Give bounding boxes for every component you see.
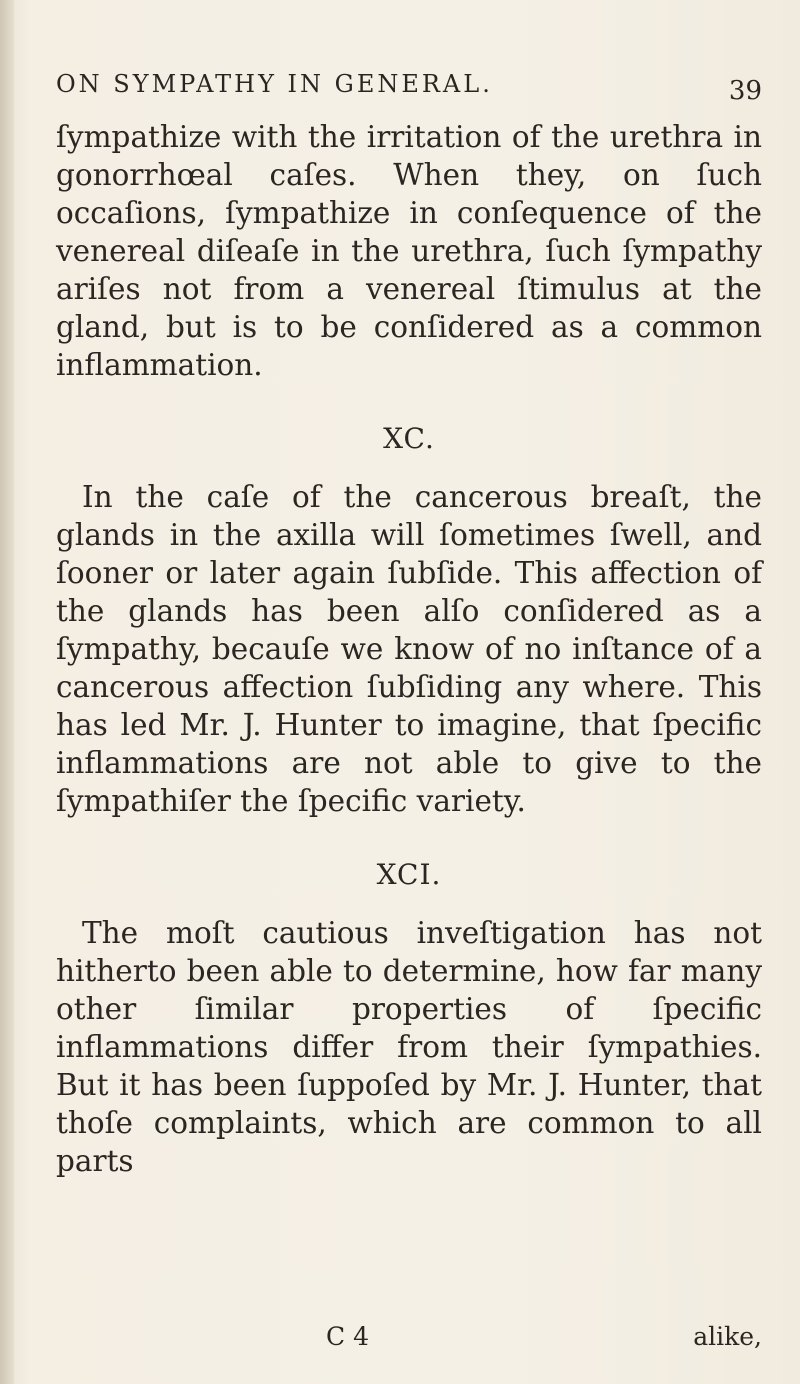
paragraph-xc: In the caſe of the cancerous breaſt, the glands in the axilla will ſometimes ſwell, and ſooner or later again ſubſide. This affection of the glands has been alſo conſidered as a ſympathy, becauſe we know of no inſtance of a cancerous affection ſubſiding any where. This has led Mr. J. Hunter to imagine, that ſpecific inflammations are not able to give to the ſympathiſer the ſpecific variety.	[56, 480, 762, 818]
page-header	[56, 70, 762, 110]
section-heading-xci: XCI.	[376, 858, 442, 891]
running-head: ON SYMPATHY IN GENERAL.	[56, 70, 493, 98]
page-number: 39	[728, 76, 762, 106]
signature-mark: C 4	[326, 1322, 369, 1351]
catchword: alike,	[693, 1322, 762, 1351]
section-heading-xc: XC.	[383, 422, 435, 455]
paragraph-xci: The moſt cautious inveſtigation has not hitherto been able to determine, how far many other ſimilar properties of ſpecific inflammations differ from their ſympathies. But it has been ſuppoſed by Mr. J. Hunter, that thoſe complaints, which are common to all parts	[56, 916, 762, 1178]
page-footer	[56, 1322, 762, 1358]
page-gutter	[0, 0, 14, 1384]
paragraph-continued: ſympathize with the irritation of the urethra in gonorrhœal caſes. When they, on ſuch occaſions, ſympathize in conſequence of the venereal diſeaſe in the urethra, ſuch ſympathy ariſes not from a venereal ſtimulus at the gland, but is to be conſidered as a common inflammation.	[56, 120, 762, 382]
page-body	[56, 118, 762, 1180]
